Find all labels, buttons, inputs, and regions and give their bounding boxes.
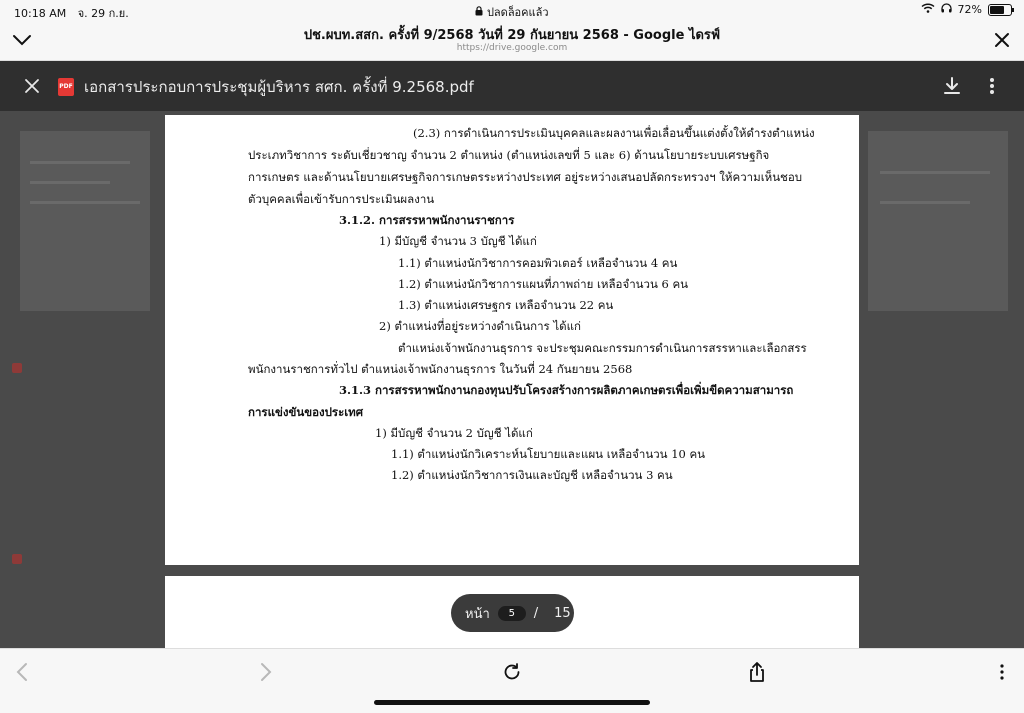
more-vertical-icon[interactable] bbox=[989, 659, 1015, 685]
text-line: 2) ตำแหน่งที่อยู่ระหว่างดำเนินการ ได้แก่ bbox=[379, 319, 582, 333]
close-icon[interactable] bbox=[990, 28, 1014, 52]
page-total: 15 bbox=[554, 605, 571, 621]
text-line: 1.3) ตำแหน่งเศรษฐกร เหลือจำนวน 22 คน bbox=[398, 298, 614, 312]
text-line: (2.3) การดำเนินการประเมินบุคคลและผลงานเพื่อเลื่อนขึ้นแต่งตั้งให้ดำรงตำแหน่ง bbox=[413, 126, 815, 140]
wifi-icon bbox=[921, 3, 935, 16]
background-file-item bbox=[12, 363, 22, 373]
text-line: การเกษตร และด้านนโยบายเศรษฐกิจการเกษตรระหว่างประเทศ อยู่ระหว่างเสนอปลัดกระทรวงฯ ให้ความเห็นชอบ bbox=[248, 170, 803, 184]
battery-percent: 72% bbox=[957, 3, 982, 16]
text-line: พนักงานราชการทั่วไป ตำแหน่งเจ้าพนักงานธุรการ ในวันที่ 24 กันยายน 2568 bbox=[248, 362, 633, 376]
status-bar bbox=[0, 0, 1024, 20]
page-title: ปช.ผบท.สสก. ครั้งที่ 9/2568 วันที่ 29 กันยายน 2568 - Google ไดรฟ์ bbox=[303, 28, 721, 43]
text-line: 1) มีบัญชี จำนวน 2 บัญชี ได้แก่ bbox=[375, 426, 533, 440]
text-line: ตัวบุคคลเพื่อเข้ารับการประเมินผลงาน bbox=[248, 192, 435, 206]
close-icon[interactable] bbox=[20, 74, 44, 98]
pdf-page bbox=[165, 115, 859, 565]
background-line bbox=[30, 161, 130, 164]
status-time: 10:18 AM bbox=[14, 7, 67, 20]
page-label: หน้า bbox=[465, 606, 490, 622]
background-line bbox=[30, 201, 140, 204]
page-separator: / bbox=[533, 605, 539, 621]
background-line bbox=[880, 171, 990, 174]
battery-level bbox=[990, 6, 1004, 14]
section-heading: 3.1.3 การสรรหาพนักงานกองทุนปรับโครงสร้างการผลิตภาคเกษตรเพื่อเพิ่มขีดความสามารถ bbox=[339, 383, 794, 397]
browser-toolbar bbox=[0, 648, 1024, 713]
browser-header bbox=[0, 20, 1024, 61]
pdf-viewer bbox=[0, 61, 1024, 648]
page-url: https://drive.google.com bbox=[456, 43, 568, 53]
text-line: 1.2) ตำแหน่งนักวิชาการแผนที่ภาพถ่าย เหลือจำนวน 6 คน bbox=[398, 277, 689, 291]
viewer-toolbar bbox=[0, 61, 1024, 111]
chevron-right-icon[interactable] bbox=[253, 659, 279, 685]
status-indicators bbox=[921, 3, 1012, 16]
lock-icon bbox=[475, 6, 487, 19]
lock-text: ปลดล็อคแล้ว bbox=[486, 6, 549, 19]
background-thumbnail bbox=[20, 131, 150, 311]
file-title: เอกสารประกอบการประชุมผู้บริหาร สศก. ครั้งที่ 9.2568.pdf bbox=[84, 78, 474, 96]
text-line: 1) มีบัญชี จำนวน 3 บัญชี ได้แก่ bbox=[379, 234, 537, 248]
pdf-file-icon: PDF bbox=[58, 78, 74, 96]
section-heading: การแข่งขันของประเทศ bbox=[248, 405, 364, 419]
section-heading: 3.1.2. การสรรหาพนักงานราชการ bbox=[339, 213, 515, 227]
background-thumbnail bbox=[868, 131, 1008, 311]
text-line: 1.1) ตำแหน่งนักวิเคราะห์นโยบายและแผน เหลือจำนวน 10 คน bbox=[391, 447, 706, 461]
text-line: 1.1) ตำแหน่งนักวิชาการคอมพิวเตอร์ เหลือจำนวน 4 คน bbox=[398, 256, 678, 270]
reload-icon[interactable] bbox=[499, 659, 525, 685]
background-file-item bbox=[12, 554, 22, 564]
more-vertical-icon[interactable] bbox=[980, 74, 1004, 98]
battery-icon bbox=[988, 4, 1012, 16]
text-line: ตำแหน่งเจ้าพนักงานธุรการ จะประชุมคณะกรรมการดำเนินการสรรหาและเลือกสรร bbox=[398, 341, 807, 355]
home-indicator[interactable] bbox=[374, 700, 650, 705]
share-icon[interactable] bbox=[744, 659, 770, 685]
status-lock bbox=[0, 3, 1024, 21]
page-number-input[interactable]: 5 bbox=[498, 606, 526, 621]
text-line: ประเภทวิชาการ ระดับเชี่ยวชาญ จำนวน 2 ตำแหน่ง (ตำแหน่งเลขที่ 5 และ 6) ด้านนโยบายระบบเศรษฐกิจ bbox=[248, 148, 770, 162]
download-icon[interactable] bbox=[940, 74, 964, 98]
headphones-icon bbox=[941, 3, 952, 16]
chevron-left-icon[interactable] bbox=[9, 659, 35, 685]
text-line: 1.2) ตำแหน่งนักวิชาการเงินและบัญชี เหลือจำนวน 3 คน bbox=[391, 468, 673, 482]
page-indicator[interactable] bbox=[451, 594, 574, 632]
background-line bbox=[880, 201, 970, 204]
status-date: จ. 29 ก.ย. bbox=[77, 7, 129, 20]
background-line bbox=[30, 181, 110, 184]
